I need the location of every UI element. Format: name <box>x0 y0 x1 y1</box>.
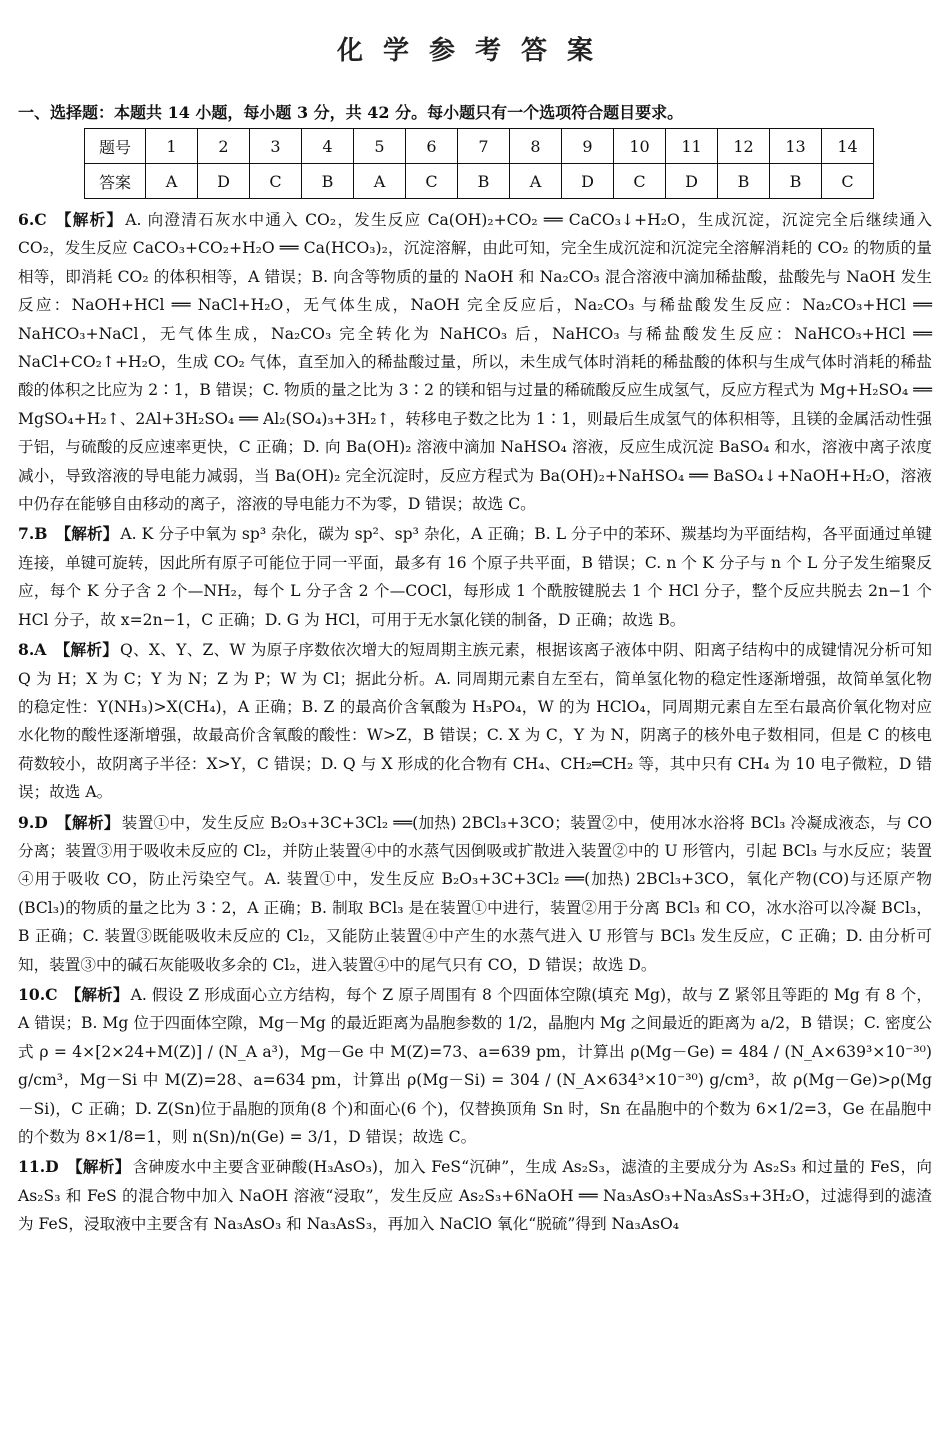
explanations <box>18 206 932 1241</box>
answer-table <box>84 128 874 199</box>
explanation-text: A. K 分子中氧为 sp³ 杂化，碳为 sp²、sp³ 杂化，A 正确；B. L 分子中的苯环、羰基均为平面结构，各平面通过单键连接，单键可旋转，因此所有原子可能位于同一平面，最多有 16 个原子共平面，B 错误；C. n 个 K 分子与 n 个 L 分子发生缩聚反应，每个 K 分子含 2 个—NH₂，每个 L 分子含 2 个—COCl，每形成 1 个酰胺键脱去 1 个 HCl 分子，整个反应共脱去 2n−1 个 HCl 分子，故 x=2n−1，C 正确；D. G 为 HCl，可用于无水氯化镁的制备，D 正确；故选 B。 <box>18 525 932 629</box>
explanation-q9 <box>18 809 932 979</box>
question-label: 10.C <box>18 984 58 1004</box>
question-number: 2 <box>198 129 250 164</box>
answer-cell: D <box>666 164 718 199</box>
answer-cell: C <box>614 164 666 199</box>
explanation-text: A. 假设 Z 形成面心立方结构，每个 Z 原子周围有 8 个四面体空隙(填充 Mg)，故与 Z 紧邻且等距的 Mg 有 8 个，A 错误；B. Mg 位于四面体空隙，Mg－Mg 的最近距离为晶胞参数的 1/2，晶胞内 Mg 之间最近的距离为 a/2，B 错误；C. 密度公式 ρ = 4×[2×24+M(Z)] / (N_A a³)，Mg－Ge 中 M(Z)=73、a=639 pm，计算出 ρ(Mg－Ge) = 484 / (N_A×639³×10⁻³⁰) g/cm³，Mg－Si 中 M(Z)=28、a=634 pm，计算出 ρ(Mg－Si) = 304 / (N_A×634³×10⁻³⁰) g/cm³，故 ρ(Mg－Ge)>ρ(Mg－Si)，C 正确；D. Z(Sn)位于晶胞的顶角(8 个)和面心(6 个)，仅替换顶角 Sn 时，Sn 在晶胞中的个数为 6×1/2=3，Ge 在晶胞中的个数为 8×1/8=1，则 n(Sn)/n(Ge) = 3/1，D 错误；故选 C。 <box>18 985 932 1146</box>
question-number: 6 <box>406 129 458 164</box>
explanation-q11 <box>18 1153 932 1238</box>
explanation-q10 <box>18 981 932 1151</box>
answer-cell: C <box>822 164 874 199</box>
question-number: 3 <box>250 129 302 164</box>
explanation-q8 <box>18 636 932 806</box>
row-label-number: 题号 <box>85 129 146 164</box>
question-number: 11 <box>666 129 718 164</box>
answer-cell: D <box>198 164 250 199</box>
question-number: 14 <box>822 129 874 164</box>
answer-row <box>85 164 874 199</box>
question-number: 9 <box>562 129 614 164</box>
question-label: 11.D <box>18 1157 59 1177</box>
question-number: 13 <box>770 129 822 164</box>
answer-cell: A <box>354 164 406 199</box>
question-number: 1 <box>146 129 198 164</box>
answer-cell: A <box>146 164 198 199</box>
question-number: 7 <box>458 129 510 164</box>
analysis-tag: 【解析】 <box>54 640 119 660</box>
question-label: 6.C <box>18 210 47 229</box>
question-label: 9.D <box>18 812 48 832</box>
question-number: 8 <box>510 129 562 164</box>
answer-cell: B <box>302 164 354 199</box>
row-label-answer: 答案 <box>85 164 146 199</box>
analysis-tag: 【解析】 <box>54 210 124 229</box>
explanation-text: 含砷废水中主要含亚砷酸(H₃AsO₃)，加入 FeS“沉砷”，生成 As₂S₃，滤渣的主要成分为 As₂S₃ 和过量的 FeS，向 As₂S₃ 和 FeS 的混合物中加入 NaOH 溶液“浸取”，发生反应 As₂S₃+6NaOH ══ Na₃AsO₃+Na₃AsS₃+3H₂O，过滤得到的滤渣为 FeS，浸取液中主要含有 Na₃AsO₃ 和 Na₃AsS₃，再加入 NaClO 氧化“脱硫”得到 Na₃AsO₄ <box>18 1158 932 1234</box>
explanation-text: Q、X、Y、Z、W 为原子序数依次增大的短周期主族元素，根据该离子液体中阴、阳离子结构中的成键情况分析可知 Q 为 H；X 为 C；Y 为 N；Z 为 P；W 为 Cl；据此分析。A. 同周期元素自左至右，简单氢化物的稳定性逐渐增强，故简单氢化物的稳定性：Y(NH₃)>X(CH₄)，A 正确；B. Z 的最高价含氧酸为 H₃PO₄，W 的为 HClO₄，同周期元素自左至右最高价氧化物对应水化物的酸性逐渐增强，故最高价含氧酸的酸性：W>Z，B 错误；C. X 为 C，Y 为 N，阴离子的核外电子数相同，但是 C 的核电荷数较小，故阴离子半径：X>Y，C 错误；D. Q 与 X 形成的化合物有 CH₄、CH₂═CH₂ 等，其中只有 CH₄ 为 10 电子微粒，D 错误；故选 A。 <box>18 641 932 802</box>
explanation-q7 <box>18 520 932 634</box>
answer-cell: C <box>406 164 458 199</box>
analysis-tag: 【解析】 <box>66 1157 131 1177</box>
explanation-text: A. 向澄清石灰水中通入 CO₂，发生反应 Ca(OH)₂+CO₂ ══ CaCO₃↓+H₂O，生成沉淀，沉淀完全后继续通入 CO₂，发生反应 CaCO₃+CO₂+H₂O ══ Ca(HCO₃)₂，沉淀溶解，由此可知，完全生成沉淀和沉淀完全溶解消耗的 CO₂ 的物质的量相等，即消耗 CO₂ 的体积相等，A 错误；B. 向含等物质的量的 NaOH 和 Na₂CO₃ 混合溶液中滴加稀盐酸，盐酸先与 NaOH 发生反应：NaOH+HCl ══ NaCl+H₂O，无气体生成，NaOH 完全反应后，Na₂CO₃ 与稀盐酸发生反应：Na₂CO₃+HCl ══ NaHCO₃+NaCl，无气体生成，Na₂CO₃ 完全转化为 NaHCO₃ 后，NaHCO₃ 与稀盐酸发生反应：NaHCO₃+HCl ══ NaCl+CO₂↑+H₂O，生成 CO₂ 气体，直至加入的稀盐酸过量，所以，未生成气体时消耗的稀盐酸的体积与生成气体时消耗的稀盐酸的体积之比应为 2∶1，B 错误；C. 物质的量之比为 3∶2 的镁和铝与过量的稀硫酸反应生成氢气，反应方程式为 Mg+H₂SO₄ ══ MgSO₄+H₂↑、2Al+3H₂SO₄ ══ Al₂(SO₄)₃+3H₂↑，转移电子数之比为 1∶1，则最后生成氢气的体积相等，且镁的金属活动性强于铝，与硫酸的反应速率更快，C 正确；D. 向 Ba(OH)₂ 溶液中滴加 NaHSO₄ 溶液，反应生成沉淀 BaSO₄ 和水，溶液中离子浓度减小，导致溶液的导电能力减弱，当 Ba(OH)₂ 完全沉淀时，反应方程式为 Ba(OH)₂+NaHSO₄ ══ BaSO₄↓+NaOH+H₂O，溶液中仍存在能够自由移动的离子，溶液的导电能力不为零，D 错误；故选 C。 <box>18 211 932 514</box>
question-number: 12 <box>718 129 770 164</box>
answer-cell: B <box>458 164 510 199</box>
answer-cell: B <box>770 164 822 199</box>
answer-cell: D <box>562 164 614 199</box>
question-number-row <box>85 129 874 164</box>
answer-cell: B <box>718 164 770 199</box>
question-number: 10 <box>614 129 666 164</box>
analysis-tag: 【解析】 <box>55 812 120 832</box>
question-number: 5 <box>354 129 406 164</box>
answer-cell: C <box>250 164 302 199</box>
question-label: 8.A <box>18 640 47 660</box>
section-heading: 一、选择题：本题共 14 小题，每小题 3 分，共 42 分。每小题只有一个选项符合题目要求。 <box>18 103 684 122</box>
explanation-text: 装置①中，发生反应 B₂O₃+3C+3Cl₂ ══(加热) 2BCl₃+3CO；装置②中，使用冰水浴将 BCl₃ 冷凝成液态，与 CO 分离；装置③用于吸收未反应的 Cl₂，并防止装置④中的水蒸气因倒吸或扩散进入装置②中的 U 形管内，引起 BCl₃ 与水反应；装置④用于吸收 CO，防止污染空气。A. 装置①中，发生反应 B₂O₃+3C+3Cl₂ ══(加热) 2BCl₃+3CO，氧化产物(CO)与还原产物(BCl₃)的物质的量之比为 3∶2，A 正确；B. 制取 BCl₃ 是在装置①中进行，装置②用于分离 BCl₃ 和 CO，冰水浴可以冷凝 BCl₃，B 正确；C. 装置③既能吸收未反应的 Cl₂，又能防止装置④中产生的水蒸气进入 U 形管与 BCl₃ 发生反应，C 正确；D. 由分析可知，装置③中的碱石灰能吸收多余的 Cl₂，进入装置④中的尾气只有 CO，D 错误；故选 D。 <box>18 813 932 974</box>
answer-cell: A <box>510 164 562 199</box>
question-label: 7.B <box>18 524 48 544</box>
analysis-tag: 【解析】 <box>55 524 119 544</box>
page-title: 化学参考答案 <box>336 36 613 66</box>
question-number: 4 <box>302 129 354 164</box>
explanation-q6 <box>18 206 932 518</box>
analysis-tag: 【解析】 <box>65 984 129 1004</box>
